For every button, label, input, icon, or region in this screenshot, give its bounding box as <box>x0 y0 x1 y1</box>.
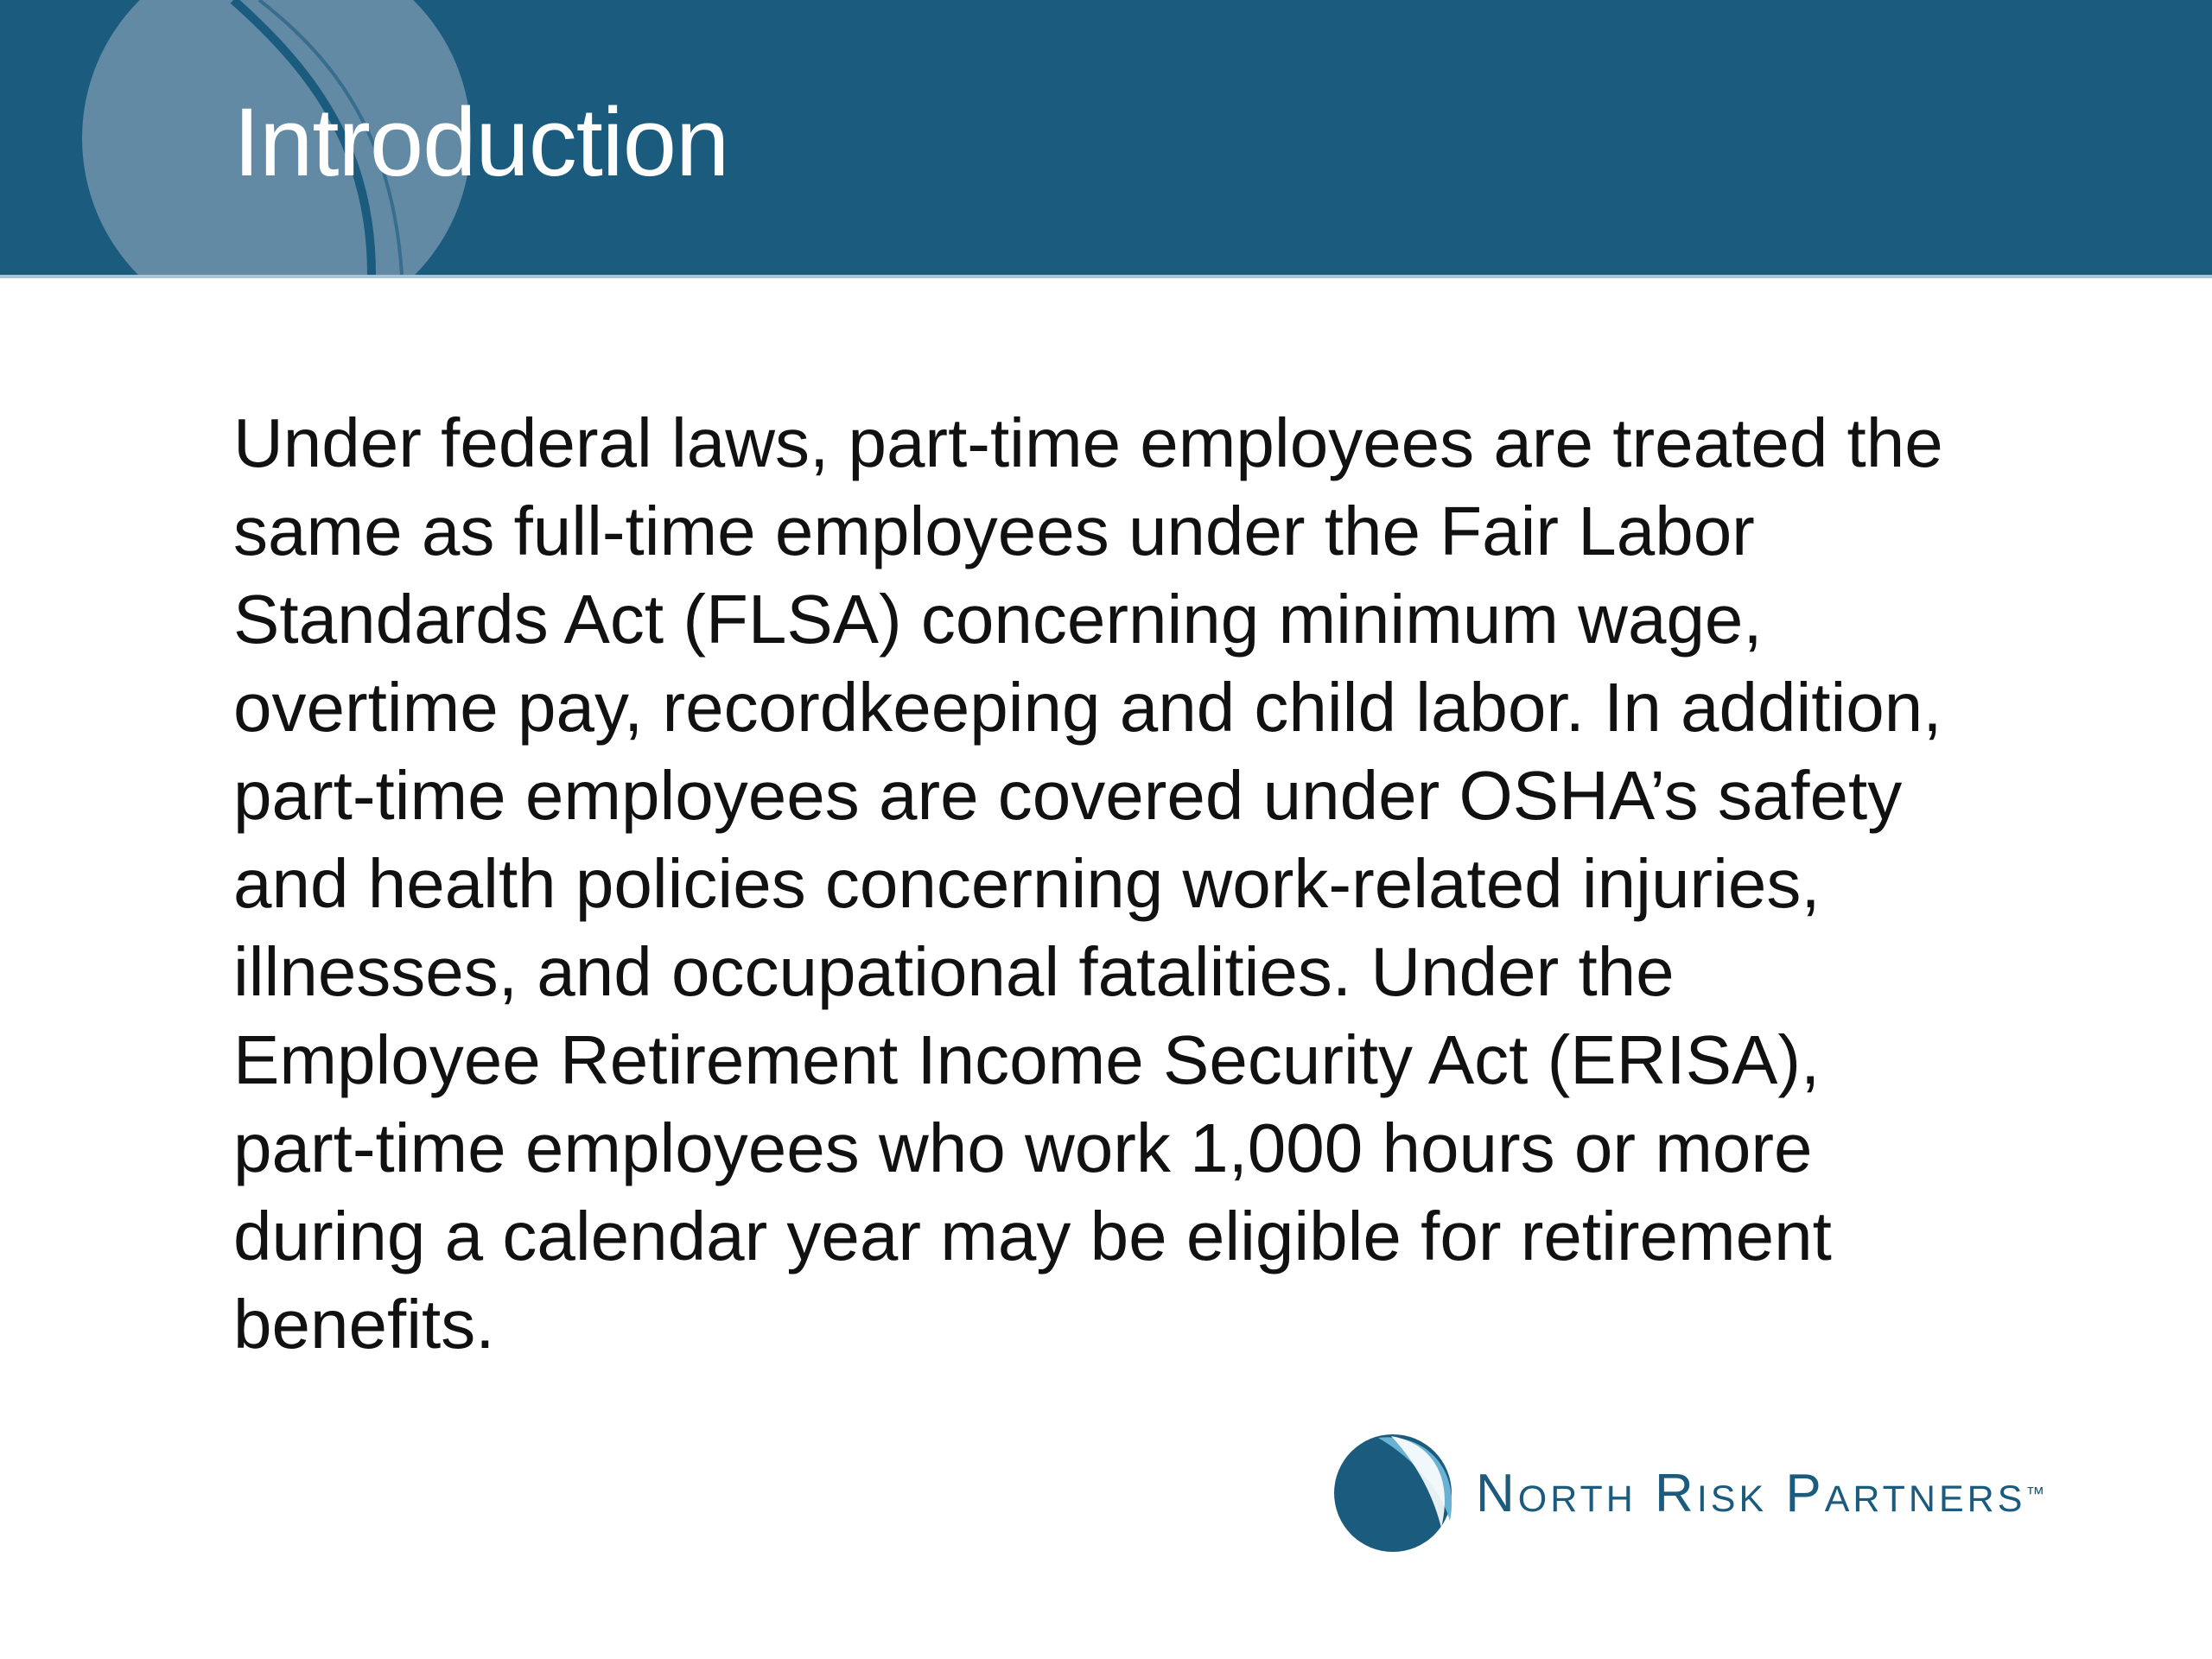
slide-body-text: Under federal laws, part-time employees are treated the same as full-time employees under the Fair Labor Standards Act (FLSA) concerning minimum wage, overtime pay, recordkeeping and child labor. In addition, part-time employees are covered under OSHA’s safety and health policies concerning work-related injuries, illnesses, and occupational fatalities. Under the Employee Retirement Income Security Act (ERISA), part-time employees who work 1,000 hours or more during a calendar year may be eligible for retirement benefits. <box>233 404 1943 1363</box>
logo-wordmark <box>1476 1464 2044 1524</box>
company-logo <box>1331 1426 2108 1555</box>
header-divider <box>0 275 2212 278</box>
north-risk-partners-mark-icon <box>1331 1426 1460 1555</box>
slide-title: Introduction <box>233 88 729 196</box>
logo-name: North Risk Partners <box>1476 1464 2026 1523</box>
logo-trademark: ™ <box>2025 1483 2045 1504</box>
header-band <box>0 0 2212 275</box>
